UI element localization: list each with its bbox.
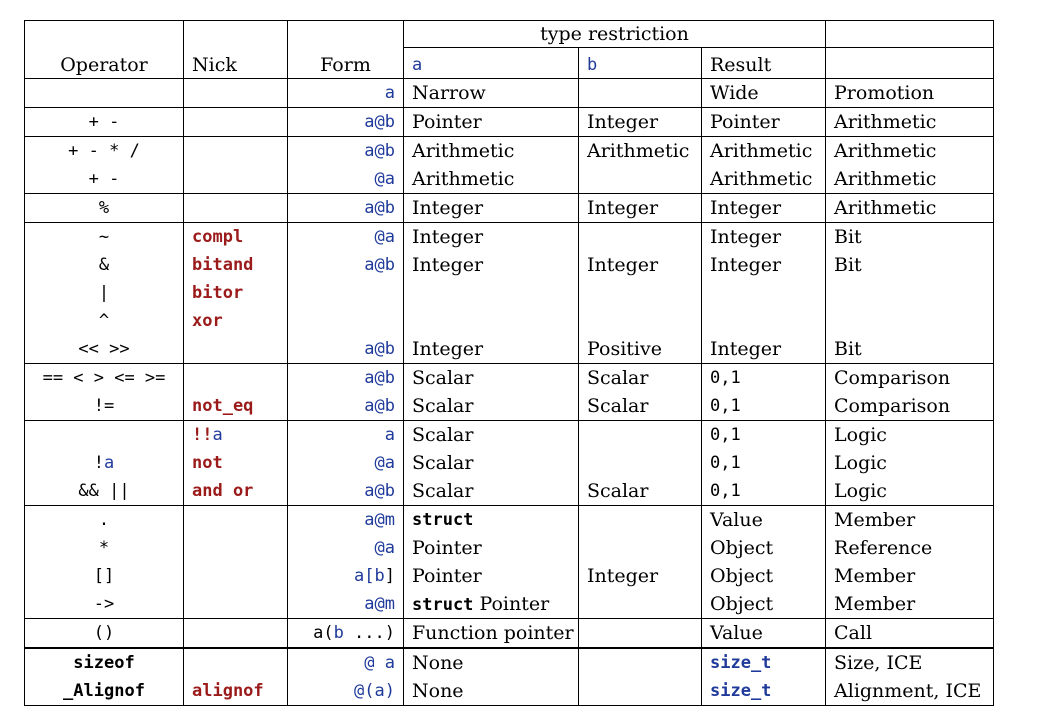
cell-operator: << >> [25,335,184,364]
cell-nick [184,590,288,619]
cell-b [579,165,702,194]
cell-result [702,307,826,335]
cell-promotion: Logic [834,480,887,502]
form-suffix: ) [384,681,395,701]
cell-form: a@b [288,194,404,223]
cell-a: Pointer [404,534,579,562]
cell-a: Scalar [404,477,579,506]
cell-form: a@b [288,364,404,393]
cell-b: Integer [579,194,702,223]
table-row [25,251,994,279]
form-variable: a [384,653,395,673]
cell-form: @a [288,534,404,562]
cell-nick [184,648,288,677]
cell-form: @a [288,165,404,194]
form-variable: a [374,681,385,701]
cell-promotion: Promotion [826,79,994,108]
cell-operator: + - [25,165,184,194]
cell-operator: [] [25,562,184,590]
table-row [25,392,994,421]
cell-operator: & [25,251,184,279]
cell-result: 0,1 [702,421,826,450]
cell-nick: alignof [184,677,288,706]
cell-b [579,619,702,649]
table-row [25,421,994,450]
cell-operator: () [25,619,184,649]
cell-b: Scalar [579,364,702,393]
header-type-restriction: type restriction [404,21,826,48]
table-row [25,477,994,506]
header-b: b [579,48,702,79]
table-row [25,307,994,335]
cell-a: Arithmetic [404,165,579,194]
cell-form: a@b [288,137,404,166]
header-spacer-operator [25,21,184,48]
cell-result: Integer [702,223,826,252]
cell-result: Object [702,562,826,590]
cell-form: @a [288,449,404,477]
cell-nick [184,335,288,364]
cell-operator [25,421,184,450]
header-spacer-form [288,21,404,48]
cell-promotion: Bit [826,223,994,252]
cell-form: a@b [288,251,404,279]
header-spacer-promotion [826,21,994,48]
cell-a: struct [404,506,579,535]
cell-result: Value [702,506,826,535]
cell-operator: * [25,534,184,562]
cell-a: Narrow [404,79,579,108]
cell-form: a@b [288,335,404,364]
cell-nick: bitand [184,251,288,279]
cell-result: 0,1 [702,449,826,477]
cell-a: Integer [404,223,579,252]
cell-promotion: Member [834,593,916,615]
header-operator: Operator [25,48,184,79]
form-prefix: a[ [354,566,375,586]
cell-operator: ~ [25,223,184,252]
cell-form: a [288,79,404,108]
cell-form: a@b [288,392,404,421]
cell-operator: | [25,279,184,307]
cell-promotion: Arithmetic [826,194,994,223]
table-row [25,165,994,194]
cell-form: a@b [288,108,404,137]
cell-b: Integer [579,251,702,279]
struct-keyword: struct [412,594,474,615]
cell-a: None [404,648,579,677]
cell-b: Integer [579,562,702,590]
cell-nick: bitor [184,279,288,307]
cell-result: Pointer [702,108,826,137]
cell-promotion [826,307,994,335]
cell-b: Scalar [579,392,702,421]
cell-operator: + - * / [25,137,184,166]
cell-a: Pointer [404,562,579,590]
cell-promotion: Arithmetic [826,137,994,166]
cell-operator: == < > <= >= [25,364,184,393]
cell-b [579,421,702,450]
form-prefix: a( [313,623,334,643]
cell-nick [184,194,288,223]
cell-nick [184,165,288,194]
cell-nick: not_eq [184,392,288,421]
table-row [25,223,994,252]
cell-nick [184,534,288,562]
cell-nick [184,562,288,590]
cell-nick: and or [184,477,288,506]
cell-b [579,223,702,252]
cell-a: None [404,677,579,706]
cell-promotion: Arithmetic [834,168,937,190]
cell-promotion [826,279,994,307]
table-row [25,619,994,649]
header-nick: Nick [184,48,288,79]
cell-form [288,562,404,590]
cell-result: Arithmetic [702,137,826,166]
cell-operator: _Alignof [25,677,184,706]
cell-b [579,449,702,477]
cell-b: Arithmetic [579,137,702,166]
table-row [25,677,994,706]
table-row [25,590,994,619]
cell-nick [184,421,288,450]
cell-promotion: Size, ICE [826,648,994,677]
cell-operator: sizeof [25,648,184,677]
cell-result: Object [702,590,826,619]
cell-form [288,648,404,677]
cell-form [288,279,404,307]
cell-promotion: Bit [834,254,862,276]
cell-form [288,307,404,335]
cell-nick: xor [184,307,288,335]
header-spacer-nick [184,21,288,48]
table-row [25,562,994,590]
cell-a: Scalar [404,421,579,450]
cell-operator [25,79,184,108]
cell-nick: not [184,449,288,477]
cell-operator [25,449,184,477]
form-variable: b [374,566,385,586]
cell-operator: != [25,392,184,421]
cell-promotion: Member [826,506,994,535]
cell-promotion: Comparison [834,395,951,417]
cell-promotion: Call [826,619,994,649]
cell-result: 0,1 [702,364,826,393]
cell-b [579,677,702,706]
table-row [25,194,994,223]
table-row [25,335,994,364]
cell-operator: && || [25,477,184,506]
cell-a: Integer [404,194,579,223]
cell-nick: compl [184,223,288,252]
cell-result: Value [702,619,826,649]
cell-result: Wide [702,79,826,108]
table-row [25,449,994,477]
table-row [25,137,994,166]
cell-b [579,534,702,562]
table-row [25,279,994,307]
operator-variable: a [104,453,115,473]
cell-promotion: Alignment, ICE [834,680,982,702]
table-row [25,108,994,137]
cell-form: a@m [288,506,404,535]
cell-result: Arithmetic [702,165,826,194]
cell-b: Positive [579,335,702,364]
cell-result: 0,1 [702,392,826,421]
cell-nick [184,79,288,108]
form-prefix: @( [354,681,375,701]
cell-a: Integer [404,251,579,279]
cell-a: Scalar [404,449,579,477]
cell-a [404,279,579,307]
operator-prefix: ! [93,453,104,473]
cell-promotion: Logic [834,452,887,474]
cell-form: a@b [288,477,404,506]
cell-operator: % [25,194,184,223]
cell-a [404,590,579,619]
cell-a [404,307,579,335]
table-row [25,79,994,108]
table-row [25,648,994,677]
cell-b: Integer [579,108,702,137]
cell-form: @a [288,223,404,252]
cell-b [579,307,702,335]
header-form: Form [288,48,404,79]
cell-form [288,677,404,706]
cell-promotion: Logic [826,421,994,450]
cell-result: size_t [702,677,826,706]
cell-a: Function pointer [404,619,579,649]
cell-a: Pointer [404,108,579,137]
cell-nick [184,506,288,535]
form-variable: b [333,623,344,643]
table-row [25,364,994,393]
operator-table [24,20,994,706]
nick-prefix: !! [192,425,213,445]
cell-operator: ^ [25,307,184,335]
cell-form: a@m [288,590,404,619]
cell-b [579,506,702,535]
cell-operator: + - [25,108,184,137]
form-prefix: @ [364,653,385,673]
cell-result [702,279,826,307]
cell-promotion: Reference [834,537,933,559]
cell-nick [184,108,288,137]
cell-b [579,648,702,677]
header-a: a [404,48,579,79]
cell-promotion: Member [834,565,916,587]
cell-a: Scalar [404,364,579,393]
cell-form [288,619,404,649]
cell-operator: . [25,506,184,535]
cell-result: Integer [702,251,826,279]
header-result: Result [702,48,826,79]
cell-result: Integer [702,335,826,364]
cell-form: a [288,421,404,450]
nick-variable: a [212,425,223,445]
cell-b [579,590,702,619]
cell-a: Arithmetic [404,137,579,166]
cell-result: 0,1 [702,477,826,506]
cell-nick [184,364,288,393]
cell-nick [184,619,288,649]
table-row [25,506,994,535]
cell-b [579,79,702,108]
table-row [25,534,994,562]
a-suffix: Pointer [473,592,550,615]
cell-result: size_t [702,648,826,677]
form-suffix: ...) [343,623,395,643]
cell-a: Scalar [404,392,579,421]
header-promotion-blank [826,48,994,79]
form-suffix: ] [384,566,395,586]
cell-result: Object [702,534,826,562]
cell-promotion: Bit [834,338,862,360]
cell-result: Integer [702,194,826,223]
cell-b [579,279,702,307]
cell-b: Scalar [579,477,702,506]
cell-nick [184,137,288,166]
cell-promotion: Arithmetic [826,108,994,137]
cell-promotion: Comparison [826,364,994,393]
cell-operator: -> [25,590,184,619]
cell-a: Integer [404,335,579,364]
